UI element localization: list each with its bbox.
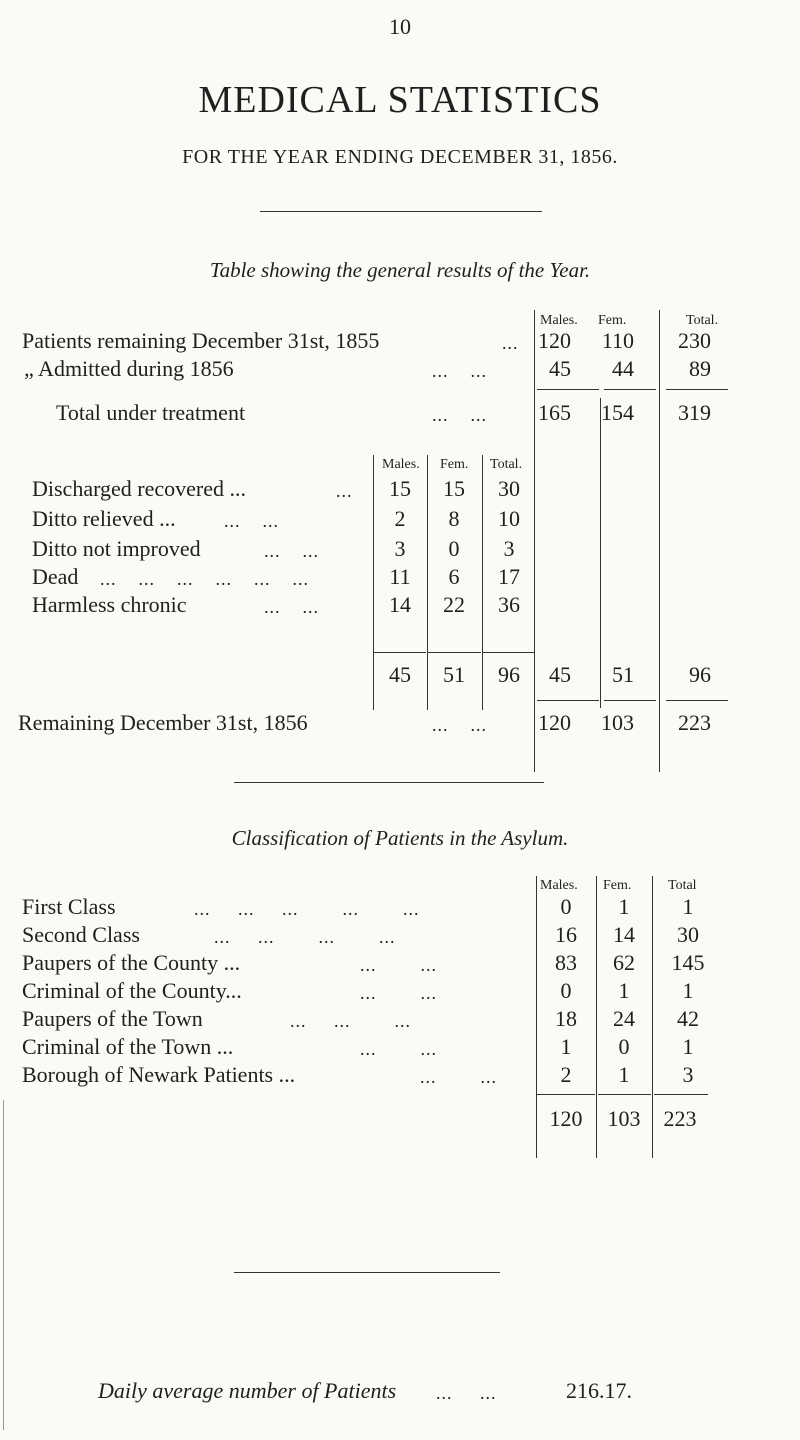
discharge-total: 36 [498,592,520,617]
discharge-males: 14 [389,592,411,617]
class-males: 0 [560,978,572,1003]
divider [234,782,544,783]
sum-rule [537,700,599,701]
dot-leader: ... ... [360,983,437,1003]
dot-leader: ... ... [420,1067,497,1087]
discharge-total-fem: 51 [443,662,465,687]
admitted-fem: 44 [612,356,634,381]
sub-header-fem: Fem. [440,457,469,472]
daily-average-label: Daily average number of Patients [98,1378,397,1403]
page-subtitle: FOR THE YEAR ENDING DECEMBER 31, 1856. [182,146,618,168]
remaining-1855-fem: 110 [601,328,634,353]
class-fem: 14 [613,922,635,947]
sum-rule [537,389,599,390]
discharge-label: Dead [32,564,79,589]
discharge-fem: 0 [448,536,460,561]
class-total: 1 [682,894,694,919]
dot-leader: ... [336,481,353,501]
dot-leader: ... ... ... [290,1011,411,1031]
under-treatment-fem: 154 [601,400,634,425]
sum-rule [428,652,481,653]
class-males: 2 [560,1062,572,1087]
discharge-label: Ditto relieved ... [32,506,176,531]
class-col-divider [536,876,537,1158]
class-row-label: Borough of Newark Patients ... [22,1062,296,1087]
remaining-1855-total: 230 [678,328,711,353]
class-males: 16 [555,922,577,947]
class-row-label: Criminal of the County... [22,978,242,1003]
sub-header-total: Total. [490,457,523,472]
class-fem: 62 [613,950,635,975]
daily-average-value: 216.17. [566,1378,632,1403]
remaining-1856-total: 223 [678,710,711,735]
discharge-total-males: 45 [389,662,411,687]
remaining-1856-fem: 103 [601,710,634,735]
remaining-1856-males: 120 [538,710,571,735]
class-males: 83 [555,950,577,975]
sum-rule [537,1094,595,1095]
class-row-label: First Class [22,894,116,919]
sum-rule [598,1094,651,1095]
dot-leader: ... ... [360,1039,437,1059]
class-total: 3 [682,1062,694,1087]
class-males: 18 [555,1006,577,1031]
row-label-remaining-1856: Remaining December 31st, 1856 [18,710,308,735]
class-total-fem: 103 [607,1106,641,1131]
row-label-admitted: „ Admitted during 1856 [24,356,234,381]
header-fem: Fem. [598,313,627,328]
discharge-total: 17 [498,564,520,589]
carried-fem: 51 [612,662,634,687]
sum-rule [604,389,656,390]
class-fem: 24 [613,1006,635,1031]
discharge-males: 15 [389,476,411,501]
class-total: 145 [671,950,705,975]
page-number: 10 [389,14,411,39]
dot-leader: ... ... [264,597,319,617]
class-fem: 1 [618,894,630,919]
divider [260,211,542,212]
dot-leader: ... [502,333,519,353]
class-fem: 1 [618,1062,630,1087]
row-label-remaining-1855: Patients remaining December 31st, 1855 [22,328,380,353]
class-total: 1 [682,978,694,1003]
class-row-label: Criminal of the Town ... [22,1034,234,1059]
sum-rule [483,652,535,653]
dot-leader: ... ... [360,955,437,975]
class-total: 42 [677,1006,699,1031]
discharge-label: Discharged recovered ... [32,476,246,501]
class-total: 1 [682,1034,694,1059]
carried-total: 96 [689,662,711,687]
page-title: MEDICAL STATISTICS [198,79,602,121]
sum-rule [666,389,728,390]
class-row-label: Paupers of the Town [22,1006,203,1031]
carried-males: 45 [549,662,571,687]
class-row-label: Paupers of the County ... [22,950,241,975]
discharge-total: 10 [498,506,520,531]
divider [234,1272,500,1273]
discharge-label: Harmless chronic [32,592,187,617]
class-males: 1 [560,1034,572,1059]
class-header-total: Total [668,878,697,893]
discharge-fem: 8 [448,506,460,531]
class-header-fem: Fem. [603,878,632,893]
sum-rule [666,700,728,701]
discharge-males: 11 [389,564,411,589]
class-fem: 0 [618,1034,630,1059]
general-table-caption: Table showing the general results of the Year. [209,258,591,282]
discharge-males: 3 [394,536,406,561]
discharge-total: 3 [503,536,515,561]
class-header-males: Males. [540,878,578,893]
class-row-label: Second Class [22,922,140,947]
discharge-fem: 15 [443,476,465,501]
discharge-males: 2 [394,506,406,531]
sum-rule [654,1094,708,1095]
page-edge [3,1100,4,1430]
dot-leader: ... ... [436,1383,497,1403]
admitted-males: 45 [549,356,571,381]
header-total: Total. [686,313,719,328]
discharge-fem: 6 [448,564,460,589]
sub-header-males: Males. [382,457,420,472]
class-total-total: 223 [663,1106,697,1131]
discharge-total: 30 [498,476,520,501]
discharge-label: Ditto not improved [32,536,201,561]
header-males: Males. [540,313,578,328]
class-total-males: 120 [549,1106,583,1131]
dot-leader: ... ... ... ... [214,927,396,947]
class-fem: 1 [618,978,630,1003]
under-treatment-total: 319 [678,400,711,425]
dot-leader: ... ... ... ... ... ... [100,569,309,589]
class-total: 30 [677,922,699,947]
sum-rule [604,700,656,701]
classification-caption: Classification of Patients in the Asylum. [231,826,569,850]
dot-leader: ... ... [432,361,487,381]
dot-leader: ... ... [224,511,279,531]
discharge-total-total: 96 [498,662,520,687]
admitted-total: 89 [689,356,711,381]
sum-rule [374,652,426,653]
dot-leader: ... ... [432,405,487,425]
row-label-under-treatment: Total under treatment [56,400,246,425]
dot-leader: ... ... [264,541,319,561]
class-males: 0 [560,894,572,919]
dot-leader: ... ... [432,715,487,735]
discharge-fem: 22 [443,592,465,617]
remaining-1855-males: 120 [538,328,571,353]
dot-leader: ... ... ... ... ... [194,899,420,919]
under-treatment-males: 165 [538,400,571,425]
